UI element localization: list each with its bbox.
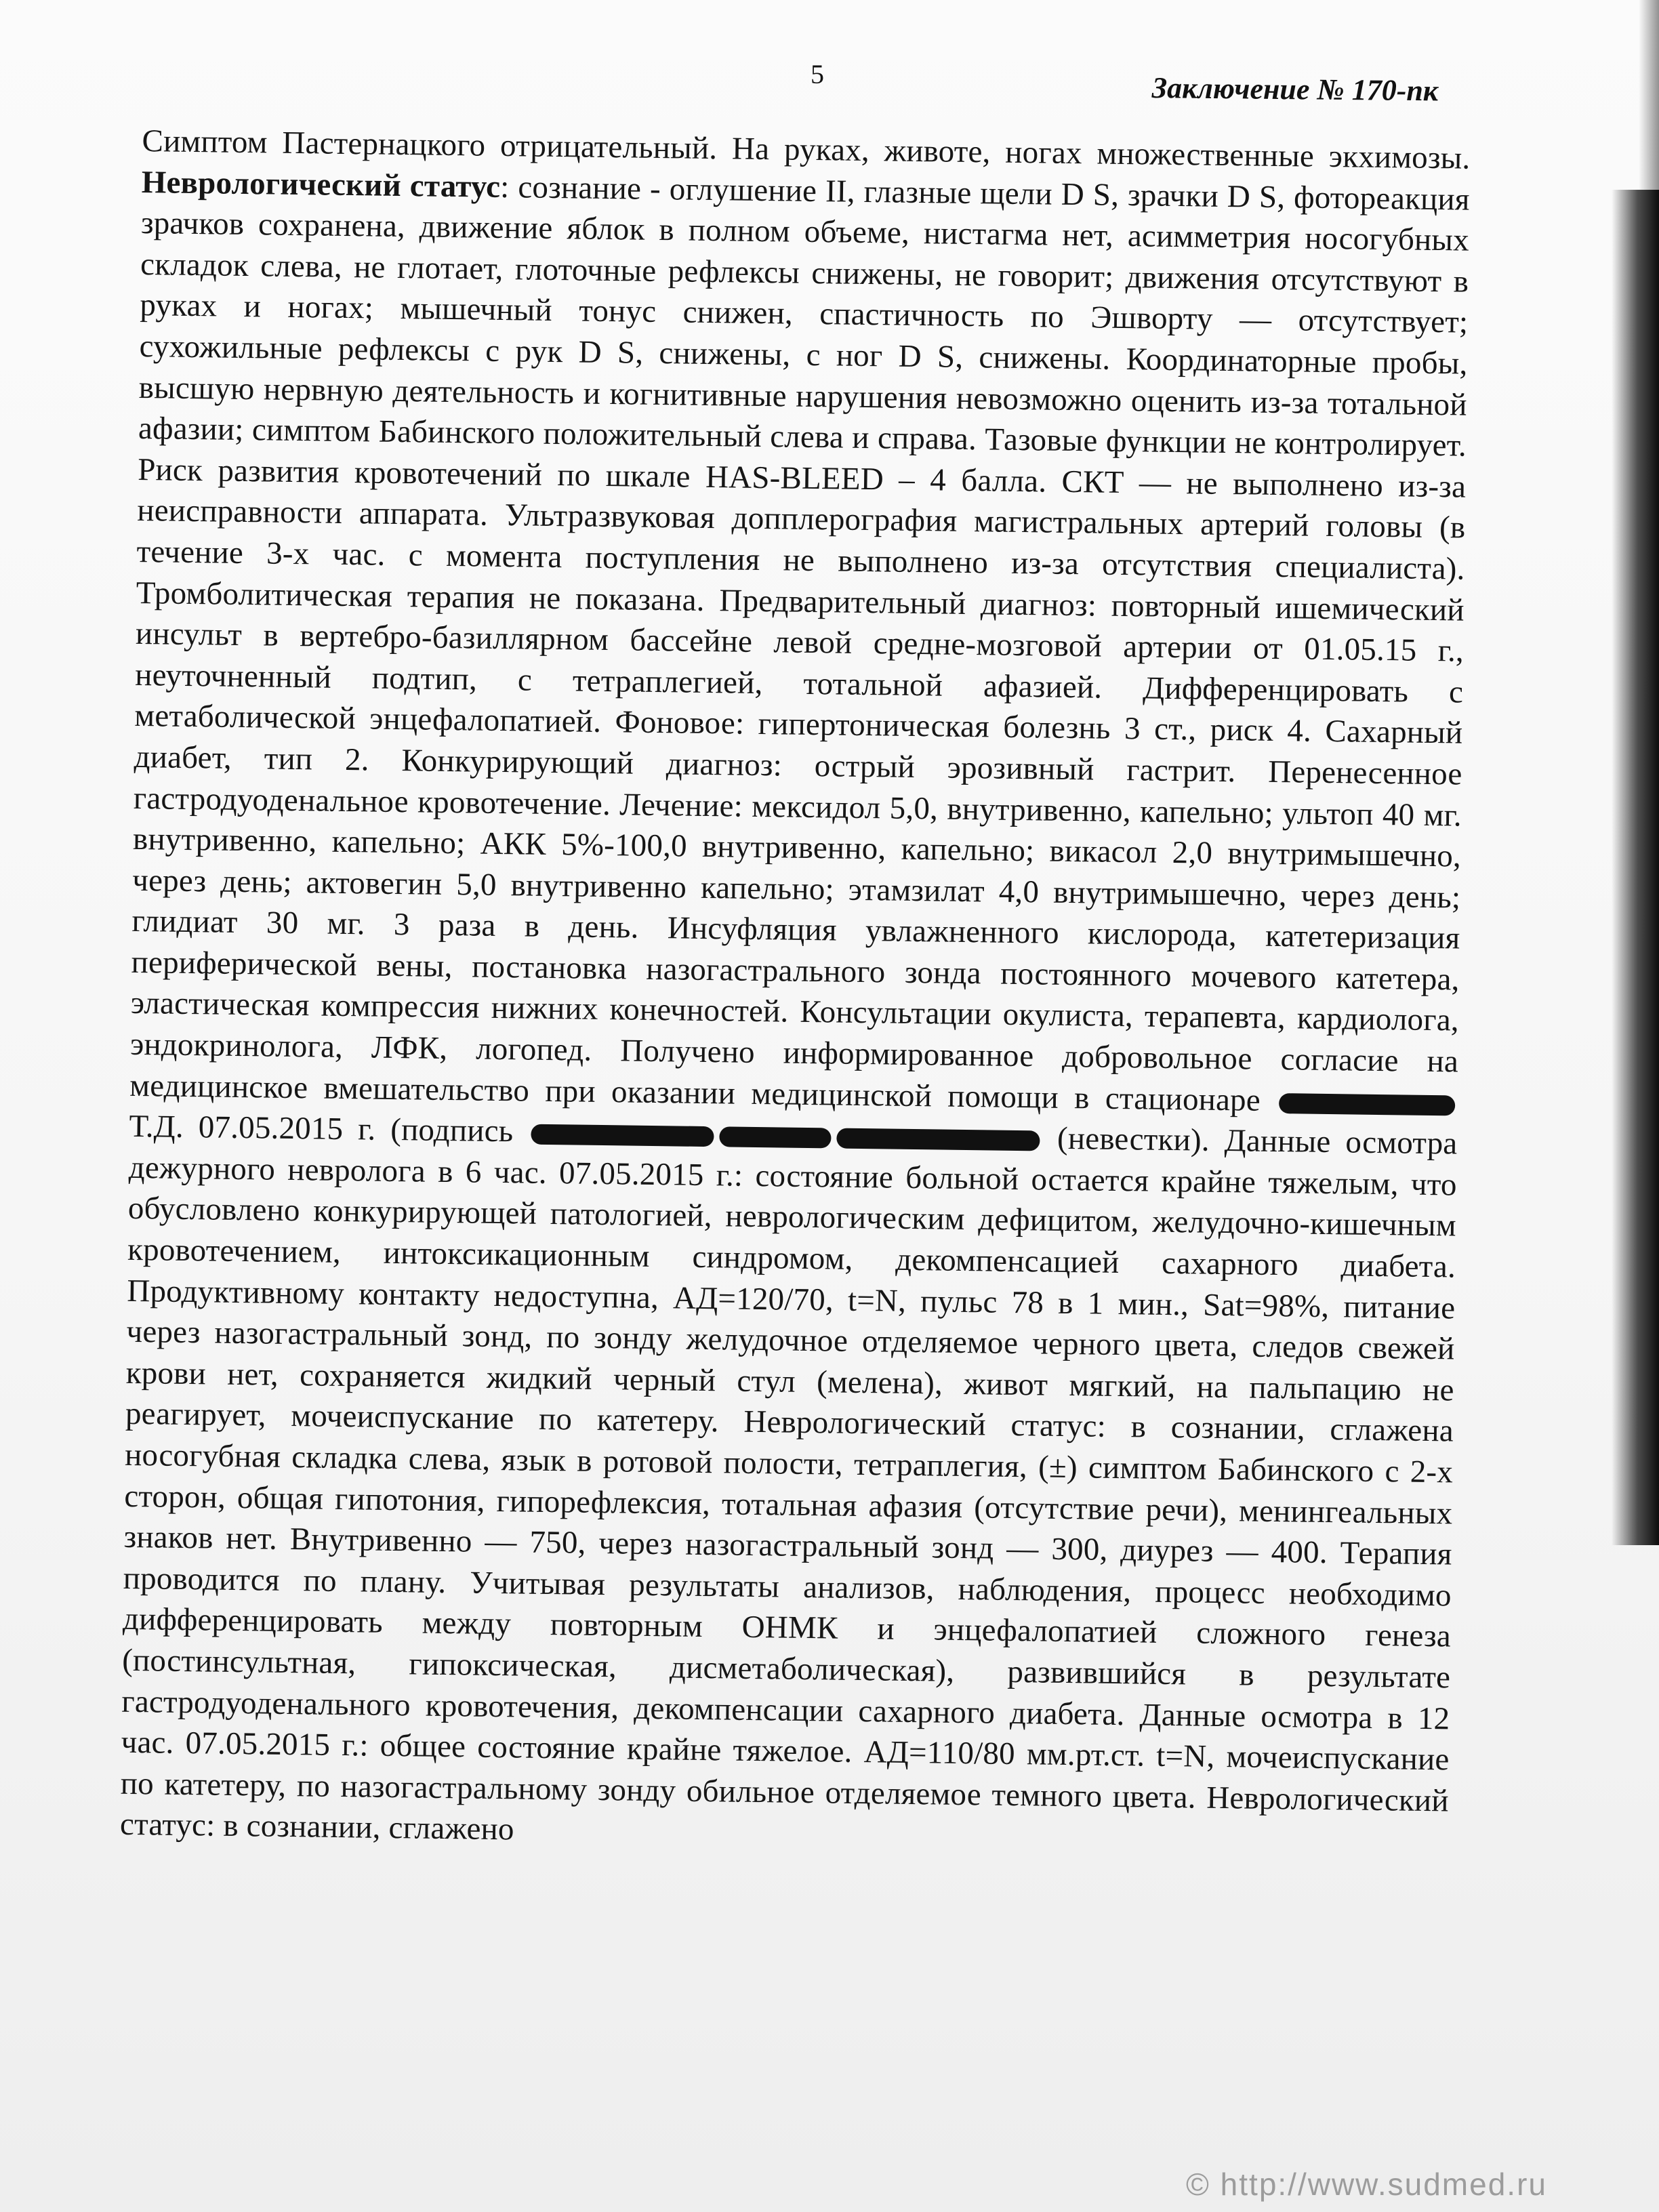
conclusion-number: Заключение № 170-пк <box>1151 70 1439 108</box>
body-intro-text: Симптом Пастернацкого отрицательный. На руках, животе, ногах множественные экхимозы. <box>142 123 1471 176</box>
scan-shadow-edge <box>1612 190 1659 1545</box>
scan-shadow-top <box>1639 0 1659 190</box>
neuro-status-heading: Неврологический статус <box>141 164 501 205</box>
signature-label: (подпись <box>390 1112 514 1149</box>
page-number: 5 <box>811 59 824 89</box>
redacted-signature-2 <box>719 1127 831 1149</box>
watermark: © http://www.sudmed.ru <box>1186 2167 1547 2202</box>
redacted-name <box>1279 1093 1455 1115</box>
signature-note: (невестки). <box>1057 1121 1210 1158</box>
body-exam-text: : сознание - оглушение II, глазные щели D S, зрачки D S, фотореакция зрачков сохранена, движение яблок в полном объеме, нистагма нет, асимметрия носогубных складок слева, не глотает, глоточные рефлексы снижены, не говорит; движения отсутствуют в руках и ногах; мышечный тонус снижен, спастичность по Эшворту — отсутствует; сухожильные рефлексы с рук D S, снижены, с ног D S, снижены. Координаторные пробы, высшую нервную деятельность и когнитивные нарушения невозможно оценить из-за тотальной афазии; симптом Бабинского положительный слева и справа. Тазовые функции не контролирует. Риск развития кровотечений по шкале HAS-BLEED – 4 балла. СКТ — не выполнено из-за неисправности аппарата. Ультразвуковая допплерография магистральных артерий головы (в течение 3-х час. с момента поступления не выполнено из-за отсутствия специалиста). Тромболитическая терапия не показана. Предварительный диагноз: повторный ишемический инсульт в вертебро-базиллярном бассейне левой средне-мозговой артерии от 01.05.15 г., неуточненный подтип, с тетраплегией, тотальной афазией. Дифференцировать с метаболической энцефалопатией. Фоновое: гипертоническая болезнь 3 ст., риск 4. Сахарный диабет, тип 2. Конкурирующий диагноз: острый эрозивный гастрит. Перенесенное гастродуоденальное кровотечение. Лечение: мексидол 5,0, внутривенно, капельно; ультоп 40 мг. внутривенно, капельно; АКК 5%-100,0 внутривенно, капельно; викасол 2,0 внутримышечно, через день; актовегин 5,0 внутривенно капельно; этамзилат 4,0 внутримышечно, через день; глидиат 30 мг. 3 раза в день. Инсуфляция увлажненного кислорода, катетеризация периферической вены, постановка назогастрального зонда постоянного мочевого катетера, эластическая компрессия нижних конечностей. Консультации окулиста, терапевта, кардиолога, эндокринолога, ЛФК, логопед. Получено информированное добровольное согласие на медицинское вмешательство при оказании медицинской помощи в стационаре <box>129 169 1470 1118</box>
consent-initials: Т.Д. 07.05.2015 г. <box>129 1109 376 1147</box>
redacted-signature-3 <box>836 1128 1040 1151</box>
redacted-signature-1 <box>531 1124 714 1147</box>
body-main-text: Данные осмотра дежурного невролога в 6 час. 07.05.2015 г.: состояние больной остается крайне тяжелым, что обусловлено конкурирующей патологией, неврологическим дефицитом, желудочно-кишечным кровотечением, интоксикационным синдромом, декомпенсацией сахарного диабета. Продуктивному контакту недоступна, АД=120/70, t=N, пульс 78 в 1 мин., Sat=98%, питание через назогастральный зонд, по зонду желудочное отделяемое черного цвета, следов свежей крови нет, сохраняется жидкий черный стул (мелена), живот мягкий, на пальпацию не реагирует, мочеиспускание по катетеру. Неврологический статус: в сознании, сглажена носогубная складка слева, язык в ротовой полости, тетраплегия, (±) симптом Бабинского с 2-х сторон, общая гипотония, гипорефлексия, тотальная афазия (отсутствие речи), менингеальных знаков нет. Внутривенно — 750, через назогастральный зонд — 300, диурез — 400. Терапия проводится по плану. Учитывая результаты анализов, наблюдения, процесс необходимо дифференцировать между повторным ОНМК и энцефалопатией сложного генеза (постинсультная, гипоксическая, дисметаболическая), развившийся в результате гастродуоденального кровотечения, декомпенсации сахарного диабета. Данные осмотра в 12 час. 07.05.2015 г.: общее состояние крайне тяжелое. АД=110/80 мм.рт.ст. t=N, мочеиспускание по катетеру, по назогастральному зонду обильное отделяемое темного цвета. Неврологический статус: в сознании, сглажено <box>119 1123 1458 1847</box>
document-body <box>120 121 1471 1862</box>
